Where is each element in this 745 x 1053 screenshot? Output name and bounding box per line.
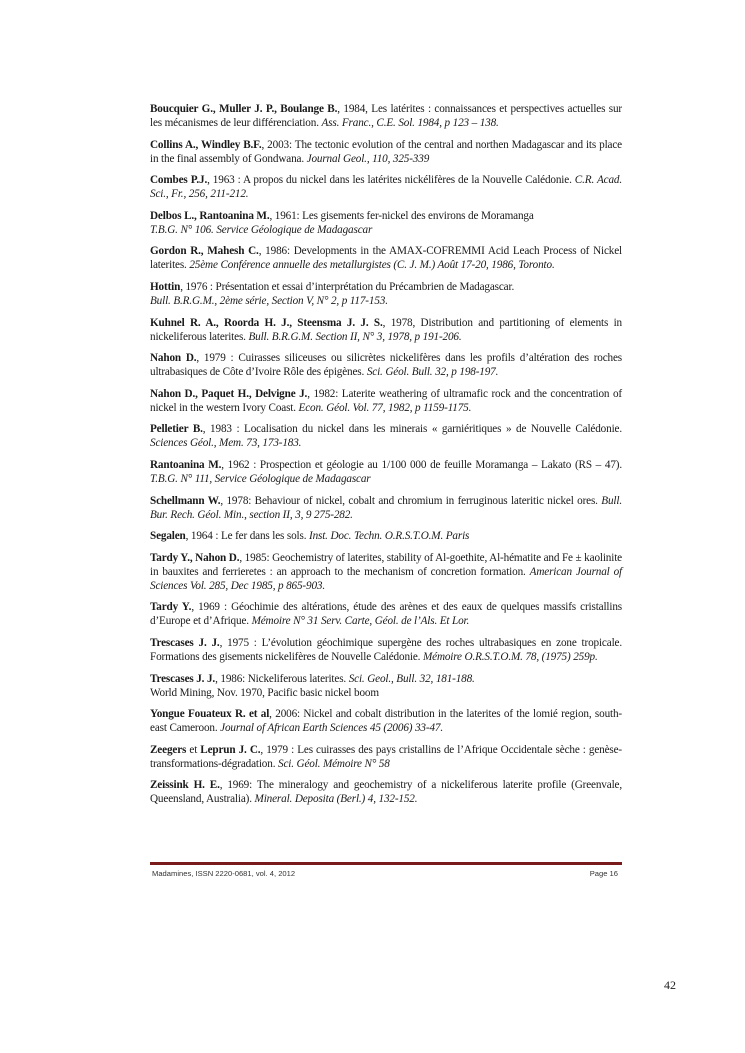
footer-journal: Madamines, ISSN 2220-0681, vol. 4, 2012 <box>152 869 296 878</box>
reference-item: Nahon D., 1979 : Cuirasses siliceuses ou silicrètes nickelifères dans les profils d’altération des roches ultrabasiques de Côte d’Ivoire Rôle des épigènes. Sci. Géol. Bull. 32, p 198-197. <box>150 352 622 379</box>
reference-item: Boucquier G., Muller J. P., Boulange B., 1984, Les latérites : connaissances et perspectives actuelles sur les mécanismes de leur différenciation. Ass. Franc., C.E. Sol. 1984, p 123 – 138. <box>150 103 622 129</box>
reference-item: Zeegers et Leprun J. C., 1979 : Les cuirasses des pays cristallins de l’Afrique Occidentale sèche : genèse-transformations-dégradation. Sci. Géol. Mémoire N° 58 <box>150 743 623 770</box>
footer-rule <box>150 862 622 865</box>
reference-list <box>150 102 622 814</box>
reference-item: Gordon R., Mahesh C., 1986: Developments in the AMAX-COFREMMI Acid Leach Process of Nickel laterites. 25ème Conférence annuelle des metallurgistes (C. J. M.) Août 17-20, 1986, Toronto. <box>150 245 622 272</box>
reference-item: Tardy Y., 1969 : Géochimie des altérations, étude des arènes et des eaux de quelques massifs cristallins d’Europe et d’Afrique. Mémoire N° 31 Serv. Carte, Géol. de l’Als. Et Lor. <box>150 601 622 628</box>
page-number: 42 <box>664 978 676 992</box>
reference-item: Zeissink H. E., 1969: The mineralogy and geochemistry of a nickeliferous laterite profile (Greenvale, Queensland, Australia). Mineral. Deposita (Berl.) 4, 132-152. <box>150 779 622 806</box>
reference-item: Tardy Y., Nahon D., 1985: Geochemistry of laterites, stability of Al-goethite, Al-hématite and Fe ± kaolinite in bauxites and ferrieretes : an approach to the mechanism of concretion formation. American Journal of Sciences Vol. 285, Dec 1985, p 865-903. <box>150 551 622 592</box>
reference-item: Hottin, 1976 : Présentation et essai d’interprétation du Précambrien de Madagascar. Bull. B.R.G.M., 2ème série, Section V, N° 2, p 117-153. <box>150 280 515 307</box>
reference-item: Schellmann W., 1978: Behaviour of nickel, cobalt and chromium in ferruginous lateritic nickel ores. Bull. Bur. Rech. Géol. Min., section II, 3, 9 275-282. <box>150 494 622 521</box>
reference-item: Trescases J. J., 1986: Nickeliferous laterites. Sci. Geol., Bull. 32, 181-188. World Mining, Nov. 1970, Pacific basic nickel boom <box>150 672 475 699</box>
footer-page: Page 16 <box>589 869 618 878</box>
reference-item: Pelletier B., 1983 : Localisation du nickel dans les minerais « garniéritiques » de Nouvelle Calédonie. Sciences Géol., Mem. 73, 173-183. <box>150 423 622 450</box>
reference-item: Rantoanina M., 1962 : Prospection et géologie au 1/100 000 de feuille Moramanga – Lakato (RS – 47). T.B.G. N° 111, Service Géologique de Madagascar <box>150 458 622 485</box>
reference-item: Segalen, 1964 : Le fer dans les sols. Inst. Doc. Techn. O.R.S.T.O.M. Paris <box>150 530 470 543</box>
reference-item: Yongue Fouateux R. et al, 2006: Nickel and cobalt distribution in the laterites of the lomié region, south-east Cameroon. Journal of African Earth Sciences 45 (2006) 33-47. <box>150 708 622 735</box>
reference-item: Kuhnel R. A., Roorda H. J., Steensma J. J. S., 1978, Distribution and partitioning of elements in nickeliferous laterites. Bull. B.R.G.M. Section II, N° 3, 1978, p 191-206. <box>150 316 622 343</box>
reference-item: Nahon D., Paquet H., Delvigne J., 1982: Laterite weathering of ultramafic rock and the concentration of nickel in the western Ivory Coast. Econ. Géol. Vol. 77, 1982, p 1159-1175. <box>150 387 622 414</box>
reference-item: Delbos L., Rantoanina M., 1961: Les gisements fer-nickel des environs de Moramanga T.B.G. N° 106. Service Géologique de Madagascar <box>150 209 534 236</box>
reference-item: Combes P.J., 1963 : A propos du nickel dans les latérites nickélifères de la Nouvelle Calédonie. C.R. Acad. Sci., Fr., 256, 211-212. <box>150 174 622 201</box>
reference-item: Collins A., Windley B.F., 2003: The tectonic evolution of the central and northen Madagascar and its place in the final assembly of Gondwana. Journal Geol., 110, 325-339 <box>150 138 622 165</box>
reference-item: Trescases J. J., 1975 : L’évolution géochimique supergène des roches ultrabasiques en zone tropicale. Formations des gisements nickelifères de Nouvelle Calédonie. Mémoire O.R.S.T.O.M. 78, (1975) 259p. <box>150 636 622 663</box>
